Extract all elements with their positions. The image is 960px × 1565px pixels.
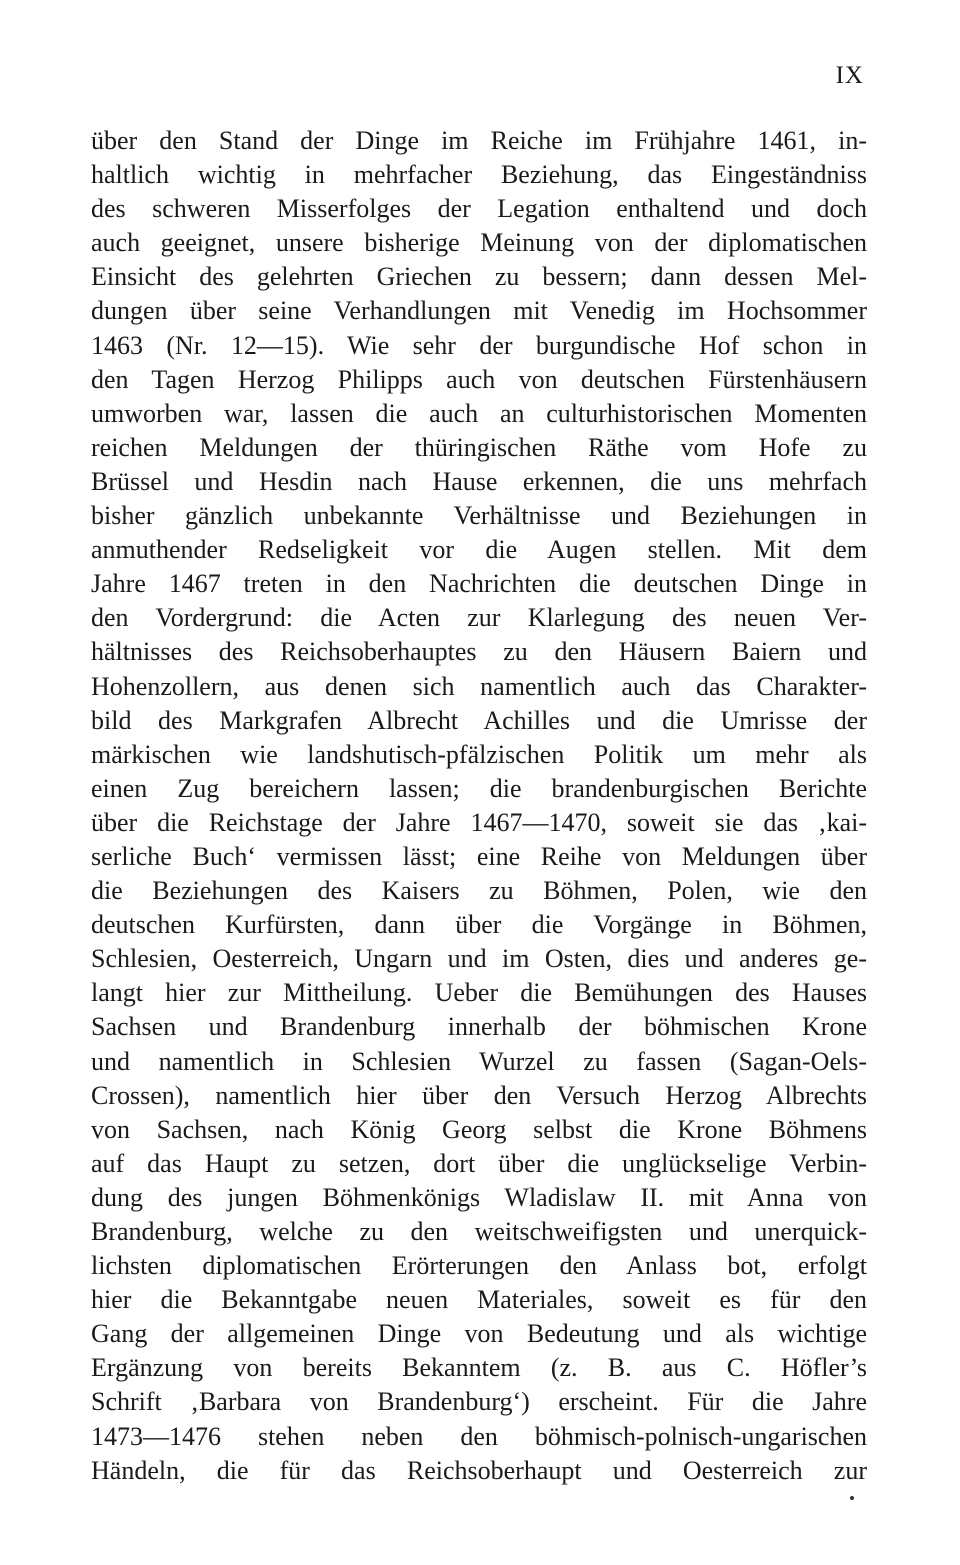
text-line: Schlesien, Oesterreich, Ungarn und im Osten, dies und anderes ge- xyxy=(91,944,867,974)
print-speck xyxy=(850,1496,854,1500)
text-line: von Sachsen, nach König Georg selbst die Krone Böhmens xyxy=(91,1114,867,1144)
text-line: über die Reichstage der Jahre 1467—1470, soweit sie das ‚kai- xyxy=(91,807,867,837)
text-line: hältnisses des Reichsoberhauptes zu den Häusern Baiern und xyxy=(91,637,867,667)
text-line: hier die Bekanntgabe neuen Materiales, soweit es für den xyxy=(91,1285,867,1315)
text-line: langt hier zur Mittheilung. Ueber die Bemühungen des Hauses xyxy=(91,978,867,1008)
text-line: 1473—1476 stehen neben den böhmisch-polnisch-ungarischen xyxy=(91,1421,867,1451)
text-line: Händeln, die für das Reichsoberhaupt und Oesterreich zur xyxy=(91,1455,867,1485)
text-line: Brüssel und Hesdin nach Hause erkennen, die uns mehrfach xyxy=(91,466,867,496)
text-line: 1463 (Nr. 12—15). Wie sehr der burgundische Hof schon in xyxy=(91,330,867,360)
text-line: reichen Meldungen der thüringischen Räthe vom Hofe zu xyxy=(91,432,867,462)
body-text xyxy=(91,124,867,1488)
text-line: serliche Buch‘ vermissen lässt; eine Reihe von Meldungen über xyxy=(91,841,867,871)
text-line: Crossen), namentlich hier über den Versuch Herzog Albrechts xyxy=(91,1080,867,1110)
text-line: über den Stand der Dinge im Reiche im Frühjahre 1461, in- xyxy=(91,126,867,155)
text-line: die Beziehungen des Kaisers zu Böhmen, Polen, wie den xyxy=(91,876,867,906)
page-number: IX xyxy=(835,62,864,89)
text-line: anmuthender Redseligkeit vor die Augen stellen. Mit dem xyxy=(91,535,867,565)
text-line: haltlich wichtig in mehrfacher Beziehung, das Eingeständniss xyxy=(91,160,867,190)
text-line: auf das Haupt zu setzen, dort über die unglückselige Verbin- xyxy=(91,1148,867,1178)
text-line: des schweren Misserfolges der Legation enthaltend und doch xyxy=(91,194,867,224)
text-line: Schrift ‚Barbara von Brandenburg‘) erscheint. Für die Jahre xyxy=(91,1387,867,1417)
text-line: dungen über seine Verhandlungen mit Venedig im Hochsommer xyxy=(91,296,867,326)
text-line: Jahre 1467 treten in den Nachrichten die deutschen Dinge in xyxy=(91,569,867,599)
text-line: märkischen wie landshutisch-pfälzischen Politik um mehr als xyxy=(91,739,867,769)
text-line: Hohenzollern, aus denen sich namentlich auch das Charakter- xyxy=(91,671,867,701)
text-line: dung des jungen Böhmenkönigs Wladislaw II. mit Anna von xyxy=(91,1182,867,1212)
text-line: Brandenburg, welche zu den weitschweifigsten und unerquick- xyxy=(91,1217,867,1246)
text-line: und namentlich in Schlesien Wurzel zu fassen (Sagan-Oels- xyxy=(91,1046,867,1076)
text-line: den Vordergrund: die Acten zur Klarlegung des neuen Ver- xyxy=(91,603,867,633)
text-line: den Tagen Herzog Philipps auch von deutschen Fürstenhäusern xyxy=(91,364,867,394)
text-line: lichsten diplomatischen Erörterungen den Anlass bot, erfolgt xyxy=(91,1251,867,1281)
text-line: auch geeignet, unsere bisherige Meinung von der diplomatischen xyxy=(91,228,867,258)
text-line: bild des Markgrafen Albrecht Achilles und die Umrisse der xyxy=(91,705,867,735)
text-line: Einsicht des gelehrten Griechen zu bessern; dann dessen Mel- xyxy=(91,262,867,292)
text-line: bisher gänzlich unbekannte Verhältnisse und Beziehungen in xyxy=(91,501,867,531)
text-line: Ergänzung von bereits Bekanntem (z. B. aus C. Höfler’s xyxy=(91,1353,867,1383)
text-line: Gang der allgemeinen Dinge von Bedeutung und als wichtige xyxy=(91,1319,867,1349)
text-line: umworben war, lassen die auch an culturhistorischen Momenten xyxy=(91,398,867,428)
text-line: Sachsen und Brandenburg innerhalb der böhmischen Krone xyxy=(91,1012,867,1042)
text-line: einen Zug bereichern lassen; die brandenburgischen Berichte xyxy=(91,773,867,803)
text-line: deutschen Kurfürsten, dann über die Vorgänge in Böhmen, xyxy=(91,910,867,940)
